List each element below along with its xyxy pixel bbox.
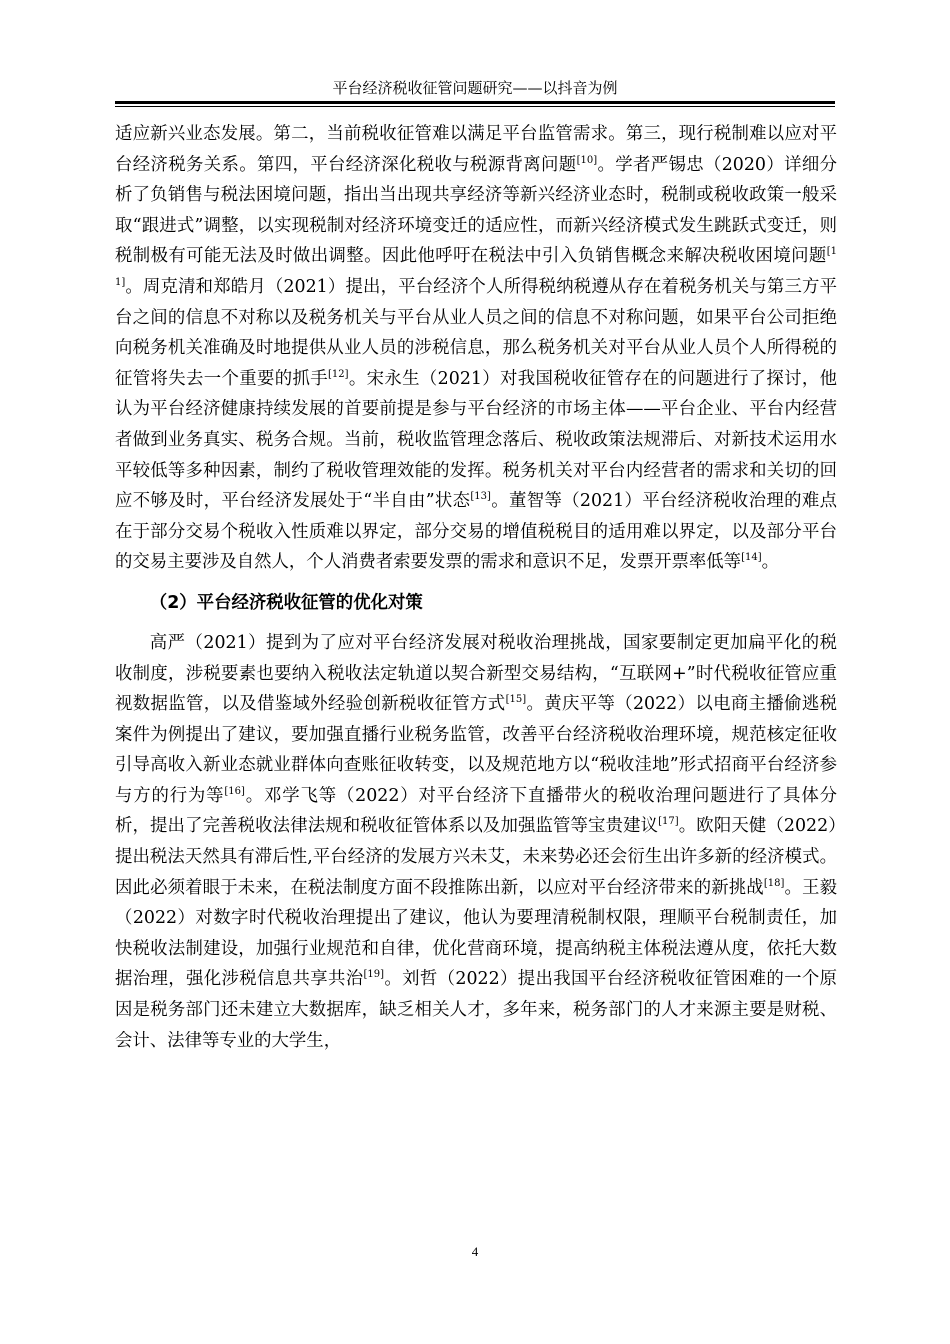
citation-ref-12: [12] bbox=[328, 368, 349, 380]
header-rule-thin bbox=[115, 106, 835, 107]
citation-ref-14: [14] bbox=[741, 552, 762, 564]
paragraph-text: 。邓学飞等（2022）对平台经济下直播带火的税收治理问题进行了具体分析，提出了完善税收法律法规和税收征管体系以及加强监管等宝贵建议 bbox=[115, 785, 837, 837]
paragraph-text: 。学者严锡忠（2020）详细分析了负销售与税法困境问题，指出当出现共享经济等新兴经济业态时，税制或税收政策一般采取“跟进式”调整，以实现税制对经济环境变迁的适应性，而新兴经济模式发生跳跃式变迁，则税制极有可能无法及时做出调整。因此他呼吁在税法中引入负销售概念来解决税收困境问题 bbox=[115, 154, 837, 267]
paragraph-text: 。欧阳天健（2022）提出税法天然具有滞后性,平台经济的发展方兴未艾，未来势必还会衍生出许多新的经济模式。因此必须着眼于未来，在税法制度方面不段推陈出新，以应对平台经济带来的新挑战 bbox=[115, 816, 837, 898]
page-number: 4 bbox=[471, 1244, 479, 1259]
body-paragraph-1 bbox=[115, 119, 837, 578]
paragraph-text: 。董智等（2021）平台经济税收治理的难点在于部分交易个税收入性质难以界定，部分交易的增值税税目的适用难以界定，以及部分平台的交易主要涉及自然人，个人消费者索要发票的需求和意识不足，发票开票率低等 bbox=[115, 491, 837, 573]
citation-ref-19: [19] bbox=[363, 969, 385, 981]
page-body bbox=[115, 119, 837, 1056]
citation-ref-10: [10] bbox=[576, 154, 598, 166]
paragraph-text: 适应新兴业态发展。第二，当前税收征管难以满足平台监管需求。第三，现行税制难以应对平台经济税务关系。第四，平台经济深化税收与税源背离问题 bbox=[115, 124, 837, 175]
citation-ref-18: [18] bbox=[763, 877, 785, 889]
citation-ref-17: [17] bbox=[658, 816, 679, 828]
section-heading: （2）平台经济税收征管的优化对策 bbox=[149, 592, 423, 613]
body-paragraph-2 bbox=[115, 628, 837, 1056]
paragraph-text: 。宋永生（2021）对我国税收征管存在的问题进行了探讨，他认为平台经济健康持续发展的首要前提是参与平台经济的市场主体——平台企业、平台内经营者做到业务真实、税务合规。当前，税收监管理念落后、税收政策法规滞后、对新技术运用水平较低等多种因素，制约了税收管理效能的发挥。税务机关对平台内经营者的需求和关切的回应不够及时，平台经济发展处于“半自由”状态 bbox=[115, 368, 837, 512]
header-rule-thick bbox=[115, 101, 835, 104]
paragraph-text: 高严（2021）提到为了应对平台经济发展对税收治理挑战，国家要制定更加扁平化的税收制度，涉税要素也要纳入税收法定轨道以契合新型交易结构，“互联网+”时代税收征管应重视数据监管，以及借鉴域外经验创新税收征管方式 bbox=[115, 632, 837, 715]
running-header-title: 平台经济税收征管问题研究——以抖音为例 bbox=[332, 79, 618, 97]
paragraph-text: 。 bbox=[761, 552, 780, 573]
citation-ref-13: [13] bbox=[470, 491, 491, 503]
paragraph-text: 。黄庆平等（2022）以电商主播偷逃税案件为例提出了建议，要加强直播行业税务监管，改善平台经济税收治理环境，规范核定征收引导高收入新业态就业群体向查账征收转变，以及规范地方以“税收洼地”形式招商平台经济参与方的行为等 bbox=[115, 694, 837, 806]
citation-ref-16: [16] bbox=[224, 786, 245, 798]
paragraph-text: 。刘哲（2022）提出我国平台经济税收征管困难的一个原因是税务部门还未建立大数据库，缺乏相关人才，多年来，税务部门的人才来源主要是财税、会计、法律等专业的大学生， bbox=[115, 969, 837, 1051]
citation-ref-15: [15] bbox=[505, 694, 527, 706]
citation-ref-11: [11] bbox=[115, 246, 837, 289]
paragraph-text: 。周克清和郑皓月（2021）提出，平台经济个人所得税纳税遵从存在着税务机关与第三方平台之间的信息不对称以及税务机关与平台从业人员之间的信息不对称问题，如果平台公司拒绝向税务机关准确及时地提供从业人员的涉税信息，那么税务机关对平台从业人员个人所得税的征管将失去一个重要的抓手 bbox=[115, 276, 837, 389]
paragraph-text: 。王毅（2022）对数字时代税收治理提出了建议，他认为要理清税制权限，理顺平台税制责任，加快税收法制建设，加强行业规范和自律，优化营商环境，提高纳税主体税法遵从度，依托大数据治理，强化涉税信息共享共治 bbox=[115, 877, 837, 990]
